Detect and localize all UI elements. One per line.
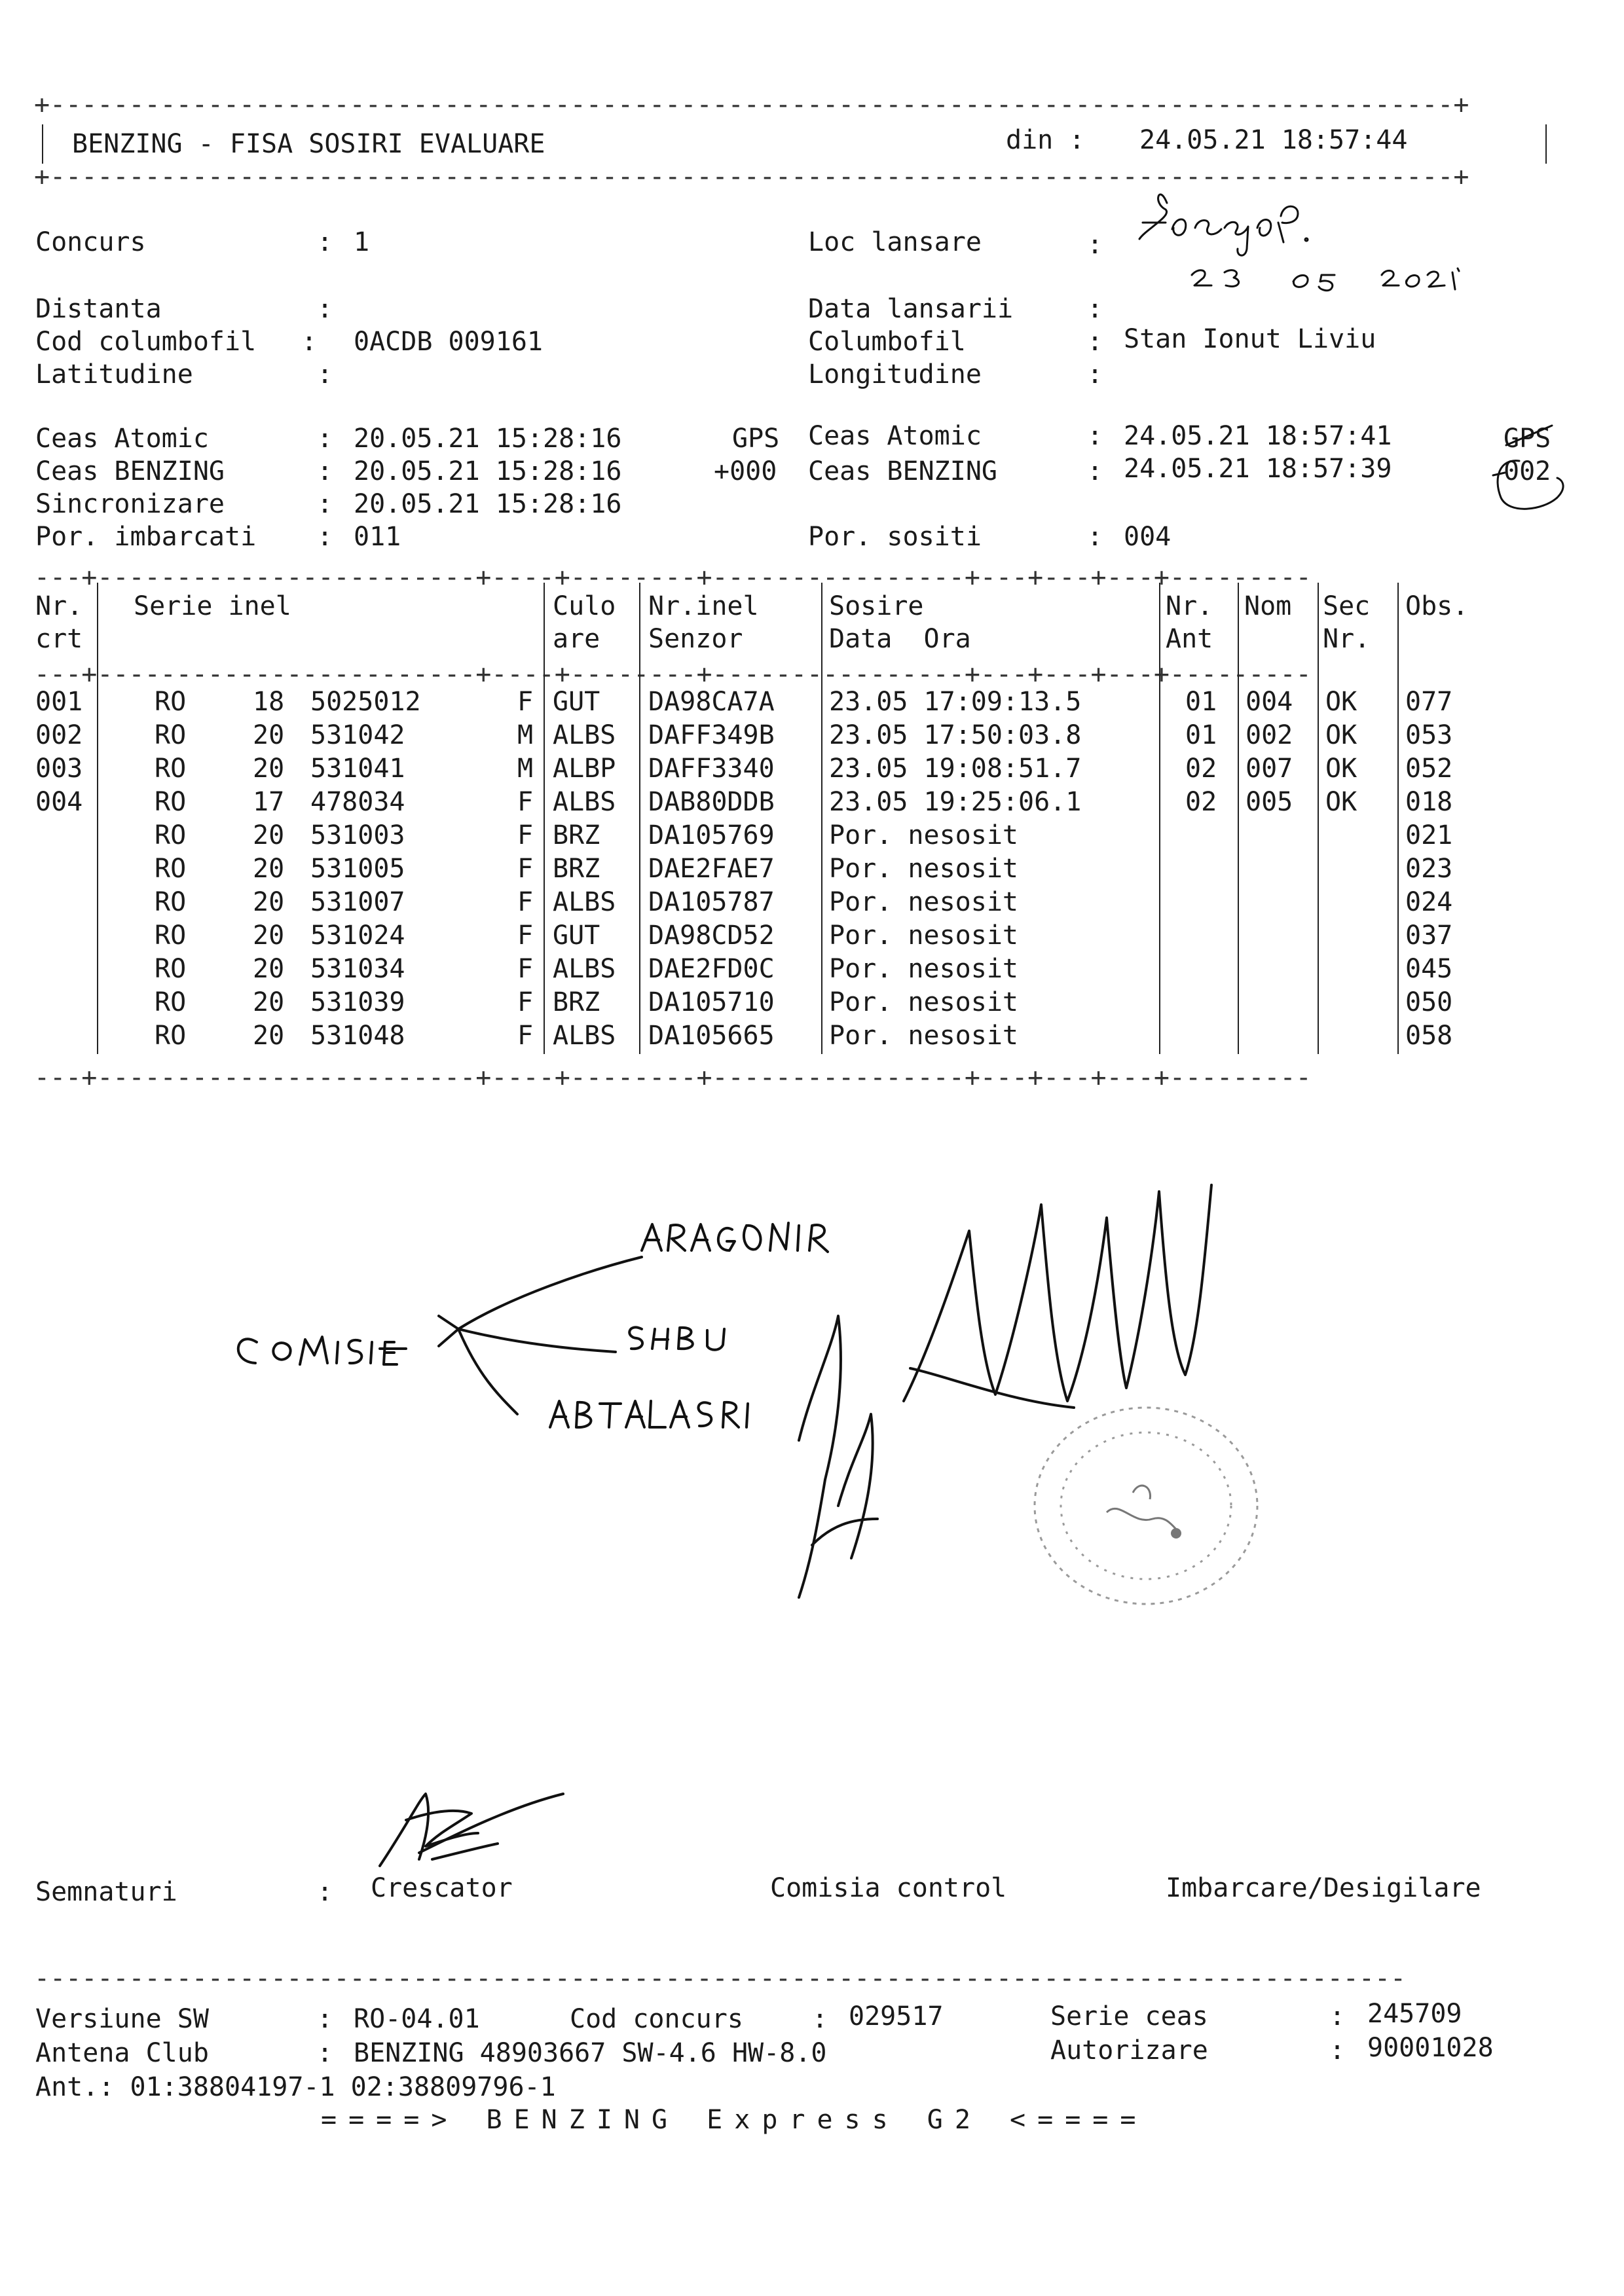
cell-obs: 050 xyxy=(1405,987,1453,1017)
cell-sosire: 23.05 17:50:03.8 xyxy=(829,720,1082,750)
cell-senzor: DA105665 xyxy=(648,1021,775,1051)
clock-benzing-right-sep: : xyxy=(1087,456,1103,486)
longitudine-label: Longitudine xyxy=(808,359,982,390)
table-bottom-rule: ---+------------------------+----+--------+----------------+---+---+---+--------- xyxy=(34,1065,1312,1091)
cod-concurs-sep: : xyxy=(812,2004,828,2034)
clock-benzing-right-label: Ceas BENZING xyxy=(808,456,997,486)
handwritten-launch-info xyxy=(1126,177,1585,301)
antena-club-value: BENZING 48903667 SW-4.6 HW-8.0 xyxy=(354,2038,827,2068)
cell-inel: 478034 xyxy=(310,787,405,817)
cell-tara: RO xyxy=(155,787,187,817)
cell-culoare: ALBP xyxy=(553,754,616,784)
cell-sosire: Por. nesosit xyxy=(829,854,1018,884)
serie-ceas-value: 245709 xyxy=(1367,1999,1462,2029)
col-sep-1 xyxy=(97,583,98,1054)
col-sep-5 xyxy=(1159,583,1160,1054)
sincronizare-value: 20.05.21 15:28:16 xyxy=(354,489,622,519)
clock-atomic-right-suffix: GPS xyxy=(1504,424,1551,454)
columbofil-label: Columbofil xyxy=(808,327,966,357)
cell-inel: 531041 xyxy=(310,754,405,784)
cell-obs: 024 xyxy=(1405,887,1453,917)
loc-lansare-label: Loc lansare xyxy=(808,227,982,257)
cell-tara: RO xyxy=(155,1021,187,1051)
cell-inel: 531034 xyxy=(310,954,405,984)
cell-sex: F xyxy=(517,1021,534,1051)
cell-sex: M xyxy=(517,754,534,784)
clock-atomic-left-suffix: GPS xyxy=(732,424,780,454)
table-header-rule: ---+------------------------+----+--------+----------------+---+---+---+--------- xyxy=(34,661,1312,687)
cod-concurs-label: Cod concurs xyxy=(570,2004,743,2034)
cell-inel: 531024 xyxy=(310,920,405,951)
gps-strike-mark xyxy=(1480,412,1572,517)
autorizare-sep: : xyxy=(1329,2035,1346,2066)
col-sep-6 xyxy=(1238,583,1239,1054)
cod-concurs-value: 029517 xyxy=(849,2001,944,2032)
cell-an: 20 xyxy=(253,754,285,784)
cell-obs: 058 xyxy=(1405,1021,1453,1051)
header-date-value: 24.05.21 18:57:44 xyxy=(1139,125,1408,155)
col-sec-header-1: Sec xyxy=(1323,591,1371,621)
serie-ceas-label: Serie ceas xyxy=(1050,2001,1208,2032)
cell-senzor: DA105769 xyxy=(648,820,775,850)
cell-ant: 02 xyxy=(1185,787,1217,817)
cell-senzor: DA105787 xyxy=(648,887,775,917)
cell-sec: OK xyxy=(1325,687,1357,717)
columbofil-sep: : xyxy=(1087,327,1103,357)
col-senzor-header-1: Nr.inel xyxy=(648,591,759,621)
cell-sosire: Por. nesosit xyxy=(829,987,1018,1017)
cell-culoare: ALBS xyxy=(553,787,616,817)
cell-tara: RO xyxy=(155,854,187,884)
cell-sex: F xyxy=(517,920,534,951)
cell-obs: 053 xyxy=(1405,720,1453,750)
cell-inel: 5025012 xyxy=(310,687,421,717)
semnaturi-sep: : xyxy=(317,1877,333,1907)
cell-sex: M xyxy=(517,720,534,750)
latitudine-sep: : xyxy=(317,359,333,390)
antena-club-label: Antena Club xyxy=(35,2038,209,2068)
cell-tara: RO xyxy=(155,820,187,850)
concurs-label: Concurs xyxy=(35,227,146,257)
cell-senzor: DAB80DDB xyxy=(648,787,775,817)
cell-sosire: Por. nesosit xyxy=(829,954,1018,984)
cell-an: 20 xyxy=(253,854,285,884)
cell-culoare: ALBS xyxy=(553,1021,616,1051)
cell-obs: 077 xyxy=(1405,687,1453,717)
cell-an: 20 xyxy=(253,1021,285,1051)
cell-sec: OK xyxy=(1325,754,1357,784)
col-sosire-header-1: Sosire xyxy=(829,591,924,621)
clock-atomic-right-sep: : xyxy=(1087,421,1103,451)
col-culoare-header-1: Culo xyxy=(553,591,616,621)
cell-culoare: BRZ xyxy=(553,987,600,1017)
col-senzor-header-2: Senzor xyxy=(648,624,743,654)
table-top-rule: ---+------------------------+----+--------+----------------+---+---+---+--------- xyxy=(34,564,1312,591)
cell-sex: F xyxy=(517,987,534,1017)
cell-senzor: DAE2FD0C xyxy=(648,954,775,984)
cell-sec: OK xyxy=(1325,720,1357,750)
header-date-label: din : xyxy=(1006,125,1085,155)
distanta-label: Distanta xyxy=(35,294,162,324)
cell-sex: F xyxy=(517,687,534,717)
cell-nr: 003 xyxy=(35,754,83,784)
header-top-rule: +-----------------------------------------------------------------------------------------+ xyxy=(34,92,1469,118)
clock-atomic-right-value: 24.05.21 18:57:41 xyxy=(1124,421,1392,451)
cell-inel: 531005 xyxy=(310,854,405,884)
cell-an: 20 xyxy=(253,954,285,984)
por-sositi-value: 004 xyxy=(1124,522,1172,552)
cell-senzor: DA98CA7A xyxy=(648,687,775,717)
por-sositi-sep: : xyxy=(1087,522,1103,552)
cell-sosire: Por. nesosit xyxy=(829,1021,1018,1051)
clock-benzing-right-suffix: 002 xyxy=(1504,456,1551,486)
columbofil-value: Stan Ionut Liviu xyxy=(1124,324,1376,354)
cell-sex: F xyxy=(517,954,534,984)
autorizare-label: Autorizare xyxy=(1050,2035,1208,2066)
cell-tara: RO xyxy=(155,720,187,750)
cell-obs: 023 xyxy=(1405,854,1453,884)
cell-inel: 531039 xyxy=(310,987,405,1017)
col-nr-header-1: Nr. xyxy=(35,591,83,621)
cell-senzor: DAE2FAE7 xyxy=(648,854,775,884)
cell-an: 20 xyxy=(253,887,285,917)
cell-an: 20 xyxy=(253,920,285,951)
col-sep-2 xyxy=(544,583,545,1054)
cell-culoare: ALBS xyxy=(553,887,616,917)
col-sep-7 xyxy=(1318,583,1319,1054)
cell-nom: 005 xyxy=(1246,787,1293,817)
data-lansarii-sep: : xyxy=(1087,294,1103,324)
cell-nr: 002 xyxy=(35,720,83,750)
cell-obs: 018 xyxy=(1405,787,1453,817)
cell-senzor: DA98CD52 xyxy=(648,920,775,951)
cell-culoare: BRZ xyxy=(553,854,600,884)
latitudine-label: Latitudine xyxy=(35,359,193,390)
header-left-bar xyxy=(42,124,43,164)
cell-ant: 02 xyxy=(1185,754,1217,784)
col-sep-4 xyxy=(821,583,822,1054)
cell-nr: 001 xyxy=(35,687,83,717)
cell-sec: OK xyxy=(1325,787,1357,817)
concurs-value: 1 xyxy=(354,227,370,257)
cell-obs: 045 xyxy=(1405,954,1453,984)
cell-inel: 531042 xyxy=(310,720,405,750)
por-imbarcati-value: 011 xyxy=(354,522,401,552)
cell-sosire: 23.05 17:09:13.5 xyxy=(829,687,1082,717)
cell-nr: 004 xyxy=(35,787,83,817)
clock-atomic-left-sep: : xyxy=(317,424,333,454)
cell-sex: F xyxy=(517,887,534,917)
por-imbarcati-label: Por. imbarcati xyxy=(35,522,257,552)
cell-an: 20 xyxy=(253,820,285,850)
sincronizare-label: Sincronizare xyxy=(35,489,225,519)
col-serie-header: Serie inel xyxy=(134,591,291,621)
col-nr-header-2: crt xyxy=(35,624,83,654)
cell-senzor: DA105710 xyxy=(648,987,775,1017)
semnaturi-label: Semnaturi xyxy=(35,1877,177,1907)
header-bottom-rule: +-----------------------------------------------------------------------------------------+ xyxy=(34,164,1469,190)
cell-ant: 01 xyxy=(1185,720,1217,750)
clock-benzing-right-value: 24.05.21 18:57:39 xyxy=(1124,454,1392,484)
cell-sosire: Por. nesosit xyxy=(829,887,1018,917)
col-ant-header-2: Ant xyxy=(1166,624,1213,654)
cell-sosire: 23.05 19:08:51.7 xyxy=(829,754,1082,784)
cell-nom: 004 xyxy=(1246,687,1293,717)
cell-obs: 021 xyxy=(1405,820,1453,850)
cell-sex: F xyxy=(517,854,534,884)
imbarcare-desigilare-label: Imbarcare/Desigilare xyxy=(1166,1873,1481,1903)
official-stamp xyxy=(1022,1394,1270,1617)
data-lansarii-label: Data lansarii xyxy=(808,294,1014,324)
por-sositi-label: Por. sositi xyxy=(808,522,982,552)
clock-benzing-left-sep: : xyxy=(317,456,333,486)
footer-rule: --------------------------------------------------------------------------------------- xyxy=(34,1965,1407,1992)
cell-an: 20 xyxy=(253,720,285,750)
cell-culoare: GUT xyxy=(553,687,600,717)
versiune-sw-sep: : xyxy=(317,2004,333,2034)
cell-tara: RO xyxy=(155,987,187,1017)
cell-sex: F xyxy=(517,820,534,850)
cell-an: 20 xyxy=(253,987,285,1017)
cell-nom: 007 xyxy=(1246,754,1293,784)
cod-columbofil-label: Cod columbofil xyxy=(35,327,257,357)
cell-tara: RO xyxy=(155,687,187,717)
cell-an: 18 xyxy=(253,687,285,717)
clock-atomic-left-value: 20.05.21 15:28:16 xyxy=(354,424,622,454)
cell-inel: 531048 xyxy=(310,1021,405,1051)
col-culoare-header-2: are xyxy=(553,624,600,654)
cell-sosire: Por. nesosit xyxy=(829,920,1018,951)
por-imbarcati-sep: : xyxy=(317,522,333,552)
col-nom-header: Nom xyxy=(1244,591,1292,621)
distanta-sep: : xyxy=(317,294,333,324)
cell-inel: 531003 xyxy=(310,820,405,850)
cell-sex: F xyxy=(517,787,534,817)
col-sec-header-2: Nr. xyxy=(1323,624,1371,654)
cell-tara: RO xyxy=(155,954,187,984)
cell-tara: RO xyxy=(155,887,187,917)
clock-benzing-left-label: Ceas BENZING xyxy=(35,456,225,486)
cod-columbofil-sep: : xyxy=(301,327,318,357)
cell-an: 17 xyxy=(253,787,285,817)
cod-columbofil-value: 0ACDB 009161 xyxy=(354,327,543,357)
sincronizare-sep: : xyxy=(317,489,333,519)
page-title: BENZING - FISA SOSIRI EVALUARE xyxy=(72,129,545,159)
cell-senzor: DAFF3340 xyxy=(648,754,775,784)
longitudine-sep: : xyxy=(1087,359,1103,390)
versiune-sw-value: RO-04.01 xyxy=(354,2004,480,2034)
col-sep-8 xyxy=(1397,583,1399,1054)
clock-benzing-left-suffix: +000 xyxy=(714,456,777,486)
cell-sosire: Por. nesosit xyxy=(829,820,1018,850)
antenna-ids: Ant.: 01:38804197-1 02:38809796-1 xyxy=(35,2072,556,2102)
col-obs-header: Obs. xyxy=(1405,591,1469,621)
cell-obs: 037 xyxy=(1405,920,1453,951)
versiune-sw-label: Versiune SW xyxy=(35,2004,209,2034)
serie-ceas-sep: : xyxy=(1329,2001,1346,2032)
col-ant-header-1: Nr. xyxy=(1166,591,1213,621)
cell-inel: 531007 xyxy=(310,887,405,917)
comisia-control-label: Comisia control xyxy=(770,1873,1007,1903)
cell-culoare: ALBS xyxy=(553,720,616,750)
clock-atomic-right-label: Ceas Atomic xyxy=(808,421,982,451)
clock-benzing-left-value: 20.05.21 15:28:16 xyxy=(354,456,622,486)
col-sep-3 xyxy=(639,583,640,1054)
crescator-label: Crescator xyxy=(371,1873,513,1903)
cell-tara: RO xyxy=(155,920,187,951)
autorizare-value: 90001028 xyxy=(1367,2033,1494,2063)
cell-culoare: GUT xyxy=(553,920,600,951)
cell-sosire: 23.05 19:25:06.1 xyxy=(829,787,1082,817)
concurs-sep: : xyxy=(317,227,333,257)
antena-club-sep: : xyxy=(317,2038,333,2068)
cell-ant: 01 xyxy=(1185,687,1217,717)
cell-culoare: ALBS xyxy=(553,954,616,984)
col-sosire-header-2: Data Ora xyxy=(829,624,971,654)
loc-lansare-sep: : xyxy=(1087,230,1103,260)
cell-obs: 052 xyxy=(1405,754,1453,784)
cell-nom: 002 xyxy=(1246,720,1293,750)
clock-atomic-left-label: Ceas Atomic xyxy=(35,424,209,454)
cell-tara: RO xyxy=(155,754,187,784)
cell-culoare: BRZ xyxy=(553,820,600,850)
cell-senzor: DAFF349B xyxy=(648,720,775,750)
header-right-bar xyxy=(1545,124,1547,164)
footer-banner: ====> BENZING Express G2 <==== xyxy=(321,2105,1148,2135)
